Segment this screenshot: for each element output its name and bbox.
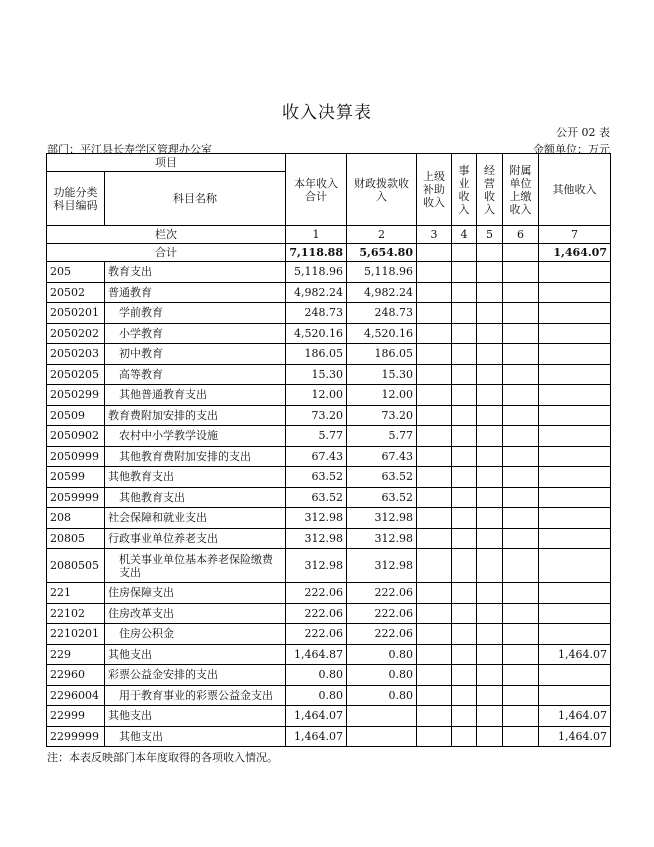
business-cell	[452, 644, 477, 665]
other-cell	[539, 665, 611, 686]
total-amount: 7,118.88	[286, 244, 347, 262]
fiscal-cell: 5,118.96	[347, 262, 417, 283]
department-label: 部门：平江县长寿学区管理办公室	[47, 143, 212, 156]
subject-name-cell: 其他支出	[105, 726, 286, 747]
subject-name-cell: 其他支出	[105, 644, 286, 665]
affiliated-cell	[503, 603, 539, 624]
other-cell	[539, 364, 611, 385]
total-cell: 248.73	[286, 303, 347, 324]
superior-cell	[417, 385, 452, 406]
col-num: 4	[452, 226, 477, 244]
operating-cell	[477, 262, 503, 283]
other-cell	[539, 603, 611, 624]
header-operating: 经 营 收 入	[477, 154, 503, 226]
other-cell: 1,464.07	[539, 706, 611, 727]
operating-cell	[477, 467, 503, 488]
header-fiscal: 财政拨款收 入	[347, 154, 417, 226]
affiliated-cell	[503, 665, 539, 686]
affiliated-cell	[503, 467, 539, 488]
superior-cell	[417, 323, 452, 344]
subject-name-cell: 教育支出	[105, 262, 286, 283]
subject-name-cell: 高等教育	[105, 364, 286, 385]
other-cell	[539, 262, 611, 283]
affiliated-cell	[503, 364, 539, 385]
business-cell	[452, 685, 477, 706]
business-cell	[452, 624, 477, 645]
subject-name-cell: 其他教育支出	[105, 467, 286, 488]
fiscal-cell: 0.80	[347, 644, 417, 665]
subject-name-cell: 其他教育支出	[105, 487, 286, 508]
operating-cell	[477, 726, 503, 747]
subject-name-cell: 其他普通教育支出	[105, 385, 286, 406]
func-code-cell: 20502	[47, 282, 105, 303]
affiliated-cell	[503, 344, 539, 365]
table-row	[47, 706, 611, 727]
total-cell: 0.80	[286, 685, 347, 706]
total-cell: 222.06	[286, 624, 347, 645]
operating-cell	[477, 603, 503, 624]
fiscal-cell: 63.52	[347, 487, 417, 508]
func-code-cell: 2050202	[47, 323, 105, 344]
fiscal-cell: 222.06	[347, 624, 417, 645]
form-code: 公开 02 表	[556, 126, 610, 139]
business-cell	[452, 549, 477, 583]
total-cell: 4,520.16	[286, 323, 347, 344]
subject-name-cell: 住房公积金	[105, 624, 286, 645]
operating-cell	[477, 583, 503, 604]
fiscal-cell: 5.77	[347, 426, 417, 447]
subject-name-cell: 农村中小学教学设施	[105, 426, 286, 447]
superior-cell	[417, 303, 452, 324]
table-row	[47, 426, 611, 447]
superior-cell	[417, 528, 452, 549]
fiscal-cell: 186.05	[347, 344, 417, 365]
subject-name-cell: 住房保障支出	[105, 583, 286, 604]
business-cell	[452, 364, 477, 385]
func-code-cell: 2050999	[47, 446, 105, 467]
footnote: 注：本表反映部门本年度取得的各项收入情况。	[47, 751, 278, 764]
total-cell: 0.80	[286, 665, 347, 686]
subject-name-cell: 学前教育	[105, 303, 286, 324]
total-cell: 5.77	[286, 426, 347, 447]
affiliated-cell	[503, 487, 539, 508]
table-row	[47, 303, 611, 324]
superior-cell	[417, 549, 452, 583]
other-cell	[539, 446, 611, 467]
func-code-cell: 22960	[47, 665, 105, 686]
func-code-cell: 2050205	[47, 364, 105, 385]
col-num: 6	[503, 226, 539, 244]
table-row	[47, 282, 611, 303]
total-cell: 5,118.96	[286, 262, 347, 283]
header-func-code: 功能分类 科目编码	[47, 172, 105, 226]
table-row	[47, 726, 611, 747]
total-cell: 12.00	[286, 385, 347, 406]
other-cell	[539, 344, 611, 365]
total-label: 合计	[47, 244, 286, 262]
empty-cell	[452, 244, 477, 262]
operating-cell	[477, 364, 503, 385]
total-cell: 312.98	[286, 508, 347, 529]
column-no-label: 栏次	[47, 226, 286, 244]
subject-name-cell: 教育费附加安排的支出	[105, 405, 286, 426]
operating-cell	[477, 303, 503, 324]
empty-cell	[477, 244, 503, 262]
fiscal-cell: 222.06	[347, 583, 417, 604]
operating-cell	[477, 624, 503, 645]
affiliated-cell	[503, 549, 539, 583]
report-title: 收入决算表	[282, 103, 372, 123]
header-subject-name: 科目名称	[105, 172, 286, 226]
operating-cell	[477, 644, 503, 665]
fiscal-cell	[347, 726, 417, 747]
other-cell	[539, 508, 611, 529]
other-cell	[539, 385, 611, 406]
total-other: 1,464.07	[539, 244, 611, 262]
header-affiliated: 附属 单位 上缴 收入	[503, 154, 539, 226]
fiscal-cell: 63.52	[347, 467, 417, 488]
operating-cell	[477, 405, 503, 426]
business-cell	[452, 487, 477, 508]
total-cell: 1,464.87	[286, 644, 347, 665]
superior-cell	[417, 364, 452, 385]
other-cell	[539, 426, 611, 447]
business-cell	[452, 303, 477, 324]
func-code-cell: 20509	[47, 405, 105, 426]
fiscal-cell: 4,520.16	[347, 323, 417, 344]
affiliated-cell	[503, 262, 539, 283]
operating-cell	[477, 665, 503, 686]
fiscal-cell: 4,982.24	[347, 282, 417, 303]
operating-cell	[477, 706, 503, 727]
superior-cell	[417, 446, 452, 467]
total-cell: 186.05	[286, 344, 347, 365]
fiscal-cell: 312.98	[347, 508, 417, 529]
other-cell	[539, 467, 611, 488]
header-business: 事 业 收 入	[452, 154, 477, 226]
business-cell	[452, 405, 477, 426]
table-row	[47, 583, 611, 604]
operating-cell	[477, 282, 503, 303]
affiliated-cell	[503, 685, 539, 706]
total-fiscal: 5,654.80	[347, 244, 417, 262]
table-row	[47, 685, 611, 706]
operating-cell	[477, 344, 503, 365]
subject-name-cell: 普通教育	[105, 282, 286, 303]
subject-name-cell: 社会保障和就业支出	[105, 508, 286, 529]
income-table	[46, 153, 611, 747]
superior-cell	[417, 665, 452, 686]
func-code-cell: 2059999	[47, 487, 105, 508]
operating-cell	[477, 685, 503, 706]
empty-cell	[503, 244, 539, 262]
subject-name-cell: 其他支出	[105, 706, 286, 727]
superior-cell	[417, 344, 452, 365]
affiliated-cell	[503, 426, 539, 447]
func-code-cell: 2210201	[47, 624, 105, 645]
total-cell: 312.98	[286, 549, 347, 583]
func-code-cell: 221	[47, 583, 105, 604]
total-cell: 63.52	[286, 467, 347, 488]
business-cell	[452, 706, 477, 727]
func-code-cell: 22102	[47, 603, 105, 624]
table-row	[47, 262, 611, 283]
subject-name-cell: 用于教育事业的彩票公益金支出	[105, 685, 286, 706]
col-num: 2	[347, 226, 417, 244]
superior-cell	[417, 603, 452, 624]
business-cell	[452, 508, 477, 529]
header-superior: 上级 补助 收入	[417, 154, 452, 226]
superior-cell	[417, 644, 452, 665]
business-cell	[452, 583, 477, 604]
other-cell	[539, 323, 611, 344]
operating-cell	[477, 426, 503, 447]
other-cell	[539, 487, 611, 508]
col-num: 5	[477, 226, 503, 244]
func-code-cell: 2299999	[47, 726, 105, 747]
affiliated-cell	[503, 282, 539, 303]
subject-name-cell: 行政事业单位养老支出	[105, 528, 286, 549]
affiliated-cell	[503, 385, 539, 406]
fiscal-cell: 73.20	[347, 405, 417, 426]
other-cell: 1,464.07	[539, 726, 611, 747]
func-code-cell: 2296004	[47, 685, 105, 706]
total-cell: 1,464.07	[286, 706, 347, 727]
business-cell	[452, 385, 477, 406]
business-cell	[452, 262, 477, 283]
empty-cell	[417, 244, 452, 262]
col-num: 7	[539, 226, 611, 244]
operating-cell	[477, 446, 503, 467]
total-cell: 222.06	[286, 583, 347, 604]
table-row	[47, 644, 611, 665]
other-cell: 1,464.07	[539, 644, 611, 665]
table-row	[47, 467, 611, 488]
superior-cell	[417, 405, 452, 426]
affiliated-cell	[503, 323, 539, 344]
superior-cell	[417, 262, 452, 283]
superior-cell	[417, 487, 452, 508]
business-cell	[452, 665, 477, 686]
col-num: 1	[286, 226, 347, 244]
subject-name-cell: 小学教育	[105, 323, 286, 344]
superior-cell	[417, 706, 452, 727]
total-cell: 4,982.24	[286, 282, 347, 303]
func-code-cell: 22999	[47, 706, 105, 727]
table-row	[47, 603, 611, 624]
business-cell	[452, 344, 477, 365]
fiscal-cell: 0.80	[347, 685, 417, 706]
business-cell	[452, 446, 477, 467]
business-cell	[452, 282, 477, 303]
affiliated-cell	[503, 644, 539, 665]
func-code-cell: 2080505	[47, 549, 105, 583]
subject-name-cell: 住房改革支出	[105, 603, 286, 624]
operating-cell	[477, 323, 503, 344]
total-cell: 15.30	[286, 364, 347, 385]
other-cell	[539, 405, 611, 426]
business-cell	[452, 467, 477, 488]
superior-cell	[417, 685, 452, 706]
subject-name-cell: 其他教育费附加安排的支出	[105, 446, 286, 467]
other-cell	[539, 303, 611, 324]
fiscal-cell: 312.98	[347, 549, 417, 583]
affiliated-cell	[503, 303, 539, 324]
other-cell	[539, 685, 611, 706]
fiscal-cell: 15.30	[347, 364, 417, 385]
header-total: 本年收入 合计	[286, 154, 347, 226]
col-num: 3	[417, 226, 452, 244]
superior-cell	[417, 726, 452, 747]
header-other: 其他收入	[539, 154, 611, 226]
affiliated-cell	[503, 405, 539, 426]
other-cell	[539, 624, 611, 645]
total-cell: 67.43	[286, 446, 347, 467]
table-row	[47, 624, 611, 645]
header-item: 项目	[47, 154, 286, 172]
superior-cell	[417, 282, 452, 303]
func-code-cell: 2050201	[47, 303, 105, 324]
superior-cell	[417, 467, 452, 488]
affiliated-cell	[503, 726, 539, 747]
fiscal-cell: 222.06	[347, 603, 417, 624]
amount-unit-label: 金额单位：万元	[533, 143, 610, 156]
total-cell: 222.06	[286, 603, 347, 624]
other-cell	[539, 528, 611, 549]
table-row	[47, 405, 611, 426]
func-code-cell: 229	[47, 644, 105, 665]
subject-name-cell: 机关事业单位基本养老保险缴费支出	[105, 549, 286, 583]
fiscal-cell: 248.73	[347, 303, 417, 324]
total-cell: 63.52	[286, 487, 347, 508]
func-code-cell: 2050299	[47, 385, 105, 406]
business-cell	[452, 726, 477, 747]
other-cell	[539, 549, 611, 583]
header-row-1	[47, 154, 611, 172]
table-row	[47, 446, 611, 467]
fiscal-cell: 67.43	[347, 446, 417, 467]
table-row	[47, 508, 611, 529]
business-cell	[452, 426, 477, 447]
fiscal-cell: 0.80	[347, 665, 417, 686]
fiscal-cell: 12.00	[347, 385, 417, 406]
fiscal-cell	[347, 706, 417, 727]
business-cell	[452, 603, 477, 624]
table-row	[47, 385, 611, 406]
operating-cell	[477, 487, 503, 508]
func-code-cell: 205	[47, 262, 105, 283]
superior-cell	[417, 508, 452, 529]
affiliated-cell	[503, 446, 539, 467]
superior-cell	[417, 426, 452, 447]
func-code-cell: 2050203	[47, 344, 105, 365]
subject-name-cell: 初中教育	[105, 344, 286, 365]
column-number-row	[47, 226, 611, 244]
operating-cell	[477, 508, 503, 529]
affiliated-cell	[503, 583, 539, 604]
operating-cell	[477, 549, 503, 583]
table-row	[47, 528, 611, 549]
other-cell	[539, 583, 611, 604]
business-cell	[452, 528, 477, 549]
superior-cell	[417, 624, 452, 645]
table-row	[47, 665, 611, 686]
table-row	[47, 344, 611, 365]
subject-name-cell: 彩票公益金安排的支出	[105, 665, 286, 686]
affiliated-cell	[503, 706, 539, 727]
operating-cell	[477, 528, 503, 549]
total-cell: 312.98	[286, 528, 347, 549]
table-row	[47, 549, 611, 583]
total-cell: 1,464.07	[286, 726, 347, 747]
other-cell	[539, 282, 611, 303]
func-code-cell: 20599	[47, 467, 105, 488]
func-code-cell: 2050902	[47, 426, 105, 447]
affiliated-cell	[503, 528, 539, 549]
superior-cell	[417, 583, 452, 604]
fiscal-cell: 312.98	[347, 528, 417, 549]
table-row	[47, 323, 611, 344]
total-cell: 73.20	[286, 405, 347, 426]
func-code-cell: 20805	[47, 528, 105, 549]
func-code-cell: 208	[47, 508, 105, 529]
table-row	[47, 487, 611, 508]
affiliated-cell	[503, 624, 539, 645]
operating-cell	[477, 385, 503, 406]
table-row	[47, 364, 611, 385]
affiliated-cell	[503, 508, 539, 529]
business-cell	[452, 323, 477, 344]
total-row	[47, 244, 611, 262]
